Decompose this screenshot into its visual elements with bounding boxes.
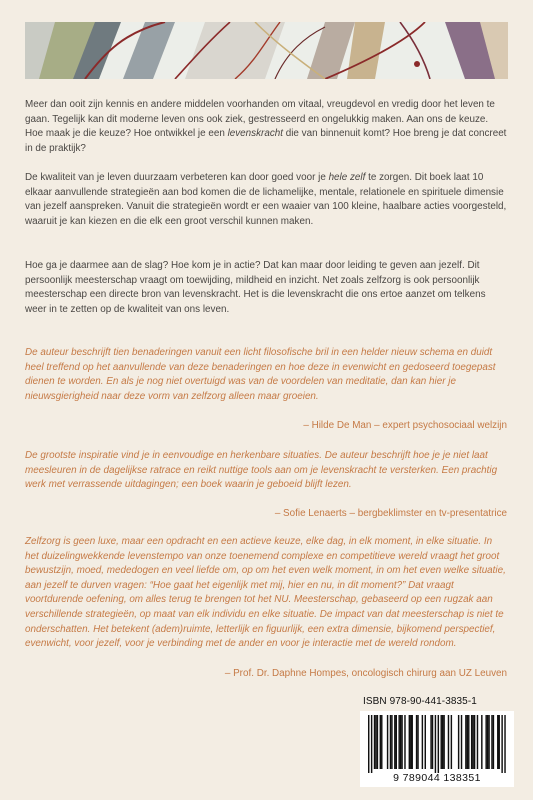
barcode-bar [425, 715, 426, 769]
barcode-bar [401, 715, 402, 769]
barcode-bar [471, 715, 472, 769]
barcode-bar [487, 715, 488, 769]
barcode-bar [438, 715, 439, 773]
barcode-bar [375, 715, 376, 769]
quote-daphne-hompes: Zelfzorg is geen luxe, maar een opdracht en een actieve keuze, elke dag, in elk moment, in elke situatie. In het duizelingwekkende levenstempo van onze toenemend complexe en competitieve wereld vraagt het groot bewustzijn, moed, mededogen en veel liefde om, op om het even welk moment, in om het even welke situatie, aan jezelf te durven vragen: “Hoe gaat het eigenlijk met mij, hier en nu, in dit moment?” Dat vraagt voortdurende oefening, om alles terug te brengen tot het NU. Meesterschap, gebaseerd op een rugzak aan verschillende strategieën, op maat van elk individu en elke situatie. De impact van dat meesterschap is niet te onderschatten. Het betekent (adem)ruimte, letterlijk en figuurlijk, een extra dimensie, bijkomend perspectief, evenwicht, voor jezelf, voor je verbinding met de ander en voor je interactie met de wereld rondom. [25, 536, 506, 650]
barcode-bar [451, 715, 452, 769]
barcode-bar [381, 715, 382, 769]
barcode-bar [467, 715, 468, 769]
barcode-bar [474, 715, 475, 769]
barcode-bar [398, 715, 399, 769]
barcode-bar [488, 715, 489, 769]
barcode-bar [391, 715, 392, 769]
barcode-bar [497, 715, 498, 769]
barcode-bar [387, 715, 388, 769]
barcode-bar [417, 715, 418, 769]
intro-paragraph-3: Hoe ga je daarmee aan de slag? Hoe kom je in actie? Dat kan maar door leiding te geven aan jezelf. Dit persoonlijk meesterschap vraagt om toewijding, mildheid en inzicht. Net zoals zelfzorg is ook persoonlijk meesterschap een directe bron van levenskracht. Het is die levenskracht die ons ertoe aanzet om telkens weer in te zetten op de kwaliteit van ons leven. [25, 260, 486, 315]
barcode [360, 711, 514, 787]
barcode-bar [448, 715, 449, 769]
barcode-bar [461, 715, 462, 769]
barcode-bar [435, 715, 436, 773]
barcode-bar [410, 715, 411, 769]
barcode-bar [499, 715, 500, 769]
barcode-bar [396, 715, 397, 769]
barcode-bar [422, 715, 423, 769]
barcode-bar [443, 715, 444, 769]
quote-author-hilde-de-man: – Hilde De Man – expert psychosociaal welzijn [303, 420, 507, 431]
barcode-bar [416, 715, 417, 769]
barcode-bar [371, 715, 372, 773]
quote-hilde-de-man: De auteur beschrijft tien benaderingen vanuit een licht filosofische bril in een helder nieuw schema en duidt heel treffend op het aanvullende van deze benaderingen en hoe deze in evenwicht en gedoseerd toegepast dienen te worden. En als je nog niet overtuigd was van de voordelen van meditatie, dan kan hier je nieuwsgierigheid naar deze vorm van zelfzorg alleen maar groeien. [25, 347, 496, 402]
barcode-bar [458, 715, 459, 769]
isbn-label: ISBN 978-90-441-3835-1 [363, 696, 477, 707]
barcode-bar [432, 715, 433, 769]
barcode-bar [409, 715, 410, 769]
barcode-bar [374, 715, 375, 769]
barcode-bar [377, 715, 378, 769]
barcode-bars [360, 711, 514, 773]
intro-paragraph-2: De kwaliteit van je leven duurzaam verbeteren kan door goed voor je hele zelf te zorgen. Dit boek laat 10 elkaar aanvullende strategieën aan bod komen die de lichamelijke, mentale, relationele en spirituele dimensie van jezelf aanspreken. Vanuit die strategieën wordt er een waaier van 100 kleine, haalbare acties voorgesteld, waaruit je kan kiezen en die elk een groot verschil kunnen maken. [25, 172, 507, 227]
barcode-bar [504, 715, 505, 773]
barcode-bar [430, 715, 431, 769]
barcode-bar [394, 715, 395, 769]
barcode-bar [501, 715, 502, 773]
barcode-bar [481, 715, 482, 769]
barcode-bar [442, 715, 443, 769]
quote-author-daphne-hompes: – Prof. Dr. Daphne Hompes, oncologisch chirurg aan UZ Leuven [224, 668, 507, 679]
barcode-bar [493, 715, 494, 769]
barcode-bar [390, 715, 391, 769]
barcode-bar [368, 715, 369, 773]
barcode-bar [465, 715, 466, 769]
barcode-digits: 9 789044 138351 [393, 772, 481, 784]
barcode-bar [485, 715, 486, 769]
intro-paragraph-1: Meer dan ooit zijn kennis en andere middelen voorhanden om vitaal, vreugdevol en vredig door het leven te gaan. Tegelijk kan dit moderne leven ons ook ziek, gestresseerd en ongelukkig maken. Aan ons de keuze. Hoe maak je die keuze? Hoe ontwikkel je een levenskracht die van binnenuit komt? Hoe breng je dat concreet in de praktijk? [25, 99, 507, 154]
barcode-bar [491, 715, 492, 769]
barcode-bar [404, 715, 405, 769]
cover-art-banner [25, 22, 508, 79]
quote-sofie-lenaerts: De grootste inspiratie vind je in eenvoudige en herkenbare situaties. De auteur beschrijft hoe je je niet laat meesleuren in de dagelijkse ratrace en reikt nuttige tools aan om je levenskracht te versterken. Een prachtig werk met verrassende uitdagingen; een boek waarin je geboeid blijft lezen. [25, 450, 498, 491]
barcode-bar [412, 715, 413, 769]
quote-author-sofie-lenaerts: – Sofie Lenaerts – bergbeklimster en tv-presentatrice [274, 508, 507, 519]
barcode-bar [472, 715, 473, 769]
barcode-bar [400, 715, 401, 769]
barcode-bar [468, 715, 469, 769]
barcode-bar [441, 715, 442, 769]
barcode-bar [477, 715, 478, 769]
barcode-bar [380, 715, 381, 769]
